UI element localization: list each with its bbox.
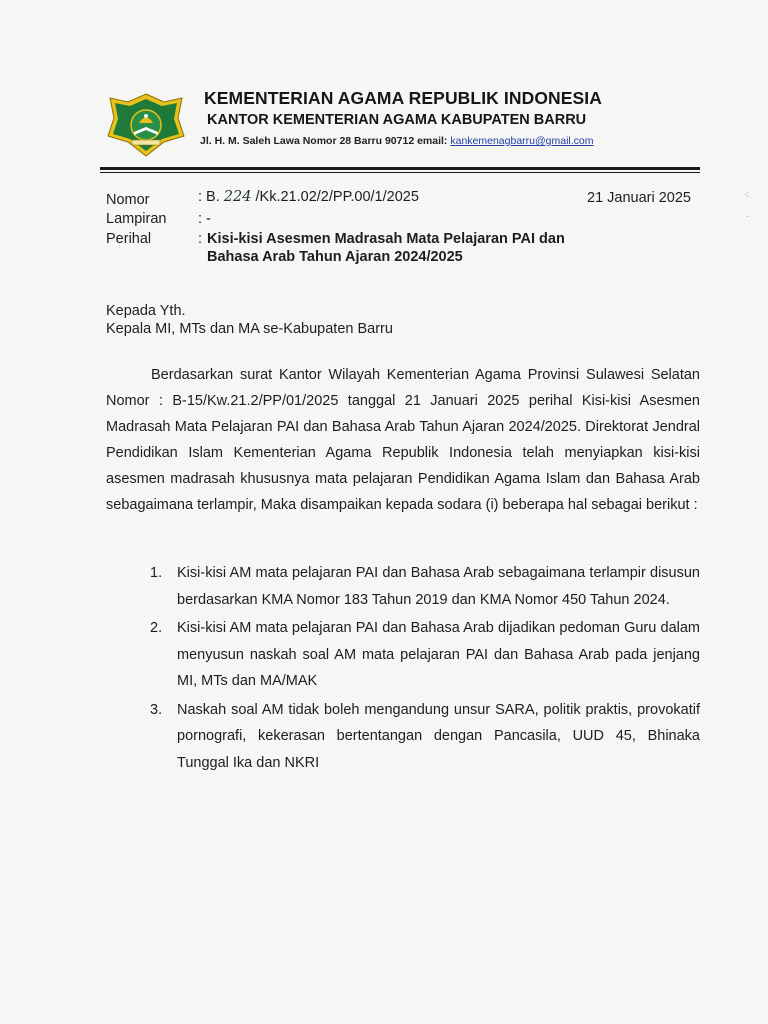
- letterhead-rule-thick: [100, 167, 700, 170]
- list-item: [150, 615, 700, 695]
- address-text: Jl. H. M. Saleh Lawa Nomor 28 Barru 90712 email:: [200, 135, 448, 147]
- list-item-number: 3.: [150, 701, 163, 718]
- lampiran-label: Lampiran: [106, 211, 167, 227]
- list-item-text: Kisi-kisi AM mata pelajaran PAI dan Bahasa Arab dijadikan pedoman Guru dalam menyusun naskah soal AM mata pelajaran PAI dan Bahasa Arab pada jenjang MI, MTs dan MA/MAK: [177, 620, 700, 689]
- nomor-label: Nomor: [106, 192, 150, 208]
- nomor-prefix: : B.: [198, 189, 220, 205]
- nomor-rest: /Kk.21.02/2/PP.00/1/2025: [255, 189, 419, 205]
- kemenag-emblem-icon: [106, 92, 186, 158]
- scan-mark: ·: [746, 212, 749, 221]
- perihal-line-2: Bahasa Arab Tahun Ajaran 2024/2025: [207, 249, 463, 265]
- points-list: [150, 560, 700, 778]
- letterhead-title: KEMENTERIAN AGAMA REPUBLIK INDONESIA: [204, 88, 603, 108]
- perihal-colon: :: [198, 231, 203, 247]
- email-link[interactable]: kankemenagbarru@gmail.com: [450, 135, 594, 147]
- letterhead-rule-thin: [100, 172, 700, 173]
- nomor-handwritten: 224: [223, 189, 252, 205]
- list-item-text: Naskah soal AM tidak boleh mengandung unsur SARA, politik praktis, provokatif pornografi, kekerasan bertentangan dengan Pancasila, UUD 45, Bhinaka Tunggal Ika dan NKRI: [177, 701, 700, 771]
- letter-date: 21 Januari 2025: [587, 190, 691, 206]
- addressee-name: Kepala MI, MTs dan MA se-Kabupaten Barru: [106, 321, 393, 337]
- list-item: [150, 560, 700, 613]
- scan-mark: ·:: [744, 190, 749, 199]
- body-paragraph-text: Berdasarkan surat Kantor Wilayah Kementerian Agama Provinsi Sulawesi Selatan Nomor : B-15/Kw.21.2/PP/01/2025 tanggal 21 Januari 2025 perihal Kisi-kisi Asesmen Madrasah Mata Pelajaran PAI dan Bahasa Arab Tahun Ajaran 2024/2025. Direktorat Jendral Pendidikan Islam Kementerian Agama Republik Indonesia telah menyiapkan kisi-kisi asesmen madrasah khususnya mata pelajaran Pendidikan Agama Islam dan Bahasa Arab sebagaimana terlampir, Maka disampaikan kepada sodara (i) beberapa hal sebagai berikut :: [106, 367, 700, 513]
- perihal-label: Perihal: [106, 231, 152, 247]
- lampiran-value: : -: [198, 211, 211, 227]
- list-item: [150, 697, 700, 777]
- addressee-salutation: Kepada Yth.: [106, 303, 186, 319]
- perihal-line-1: Kisi-kisi Asesmen Madrasah Mata Pelajaran PAI dan: [207, 231, 565, 247]
- nomor-value: [198, 189, 419, 205]
- letterhead-address: [200, 135, 594, 147]
- list-item-number: 1.: [150, 565, 163, 581]
- body-paragraph: [106, 362, 700, 518]
- list-item-text: Kisi-kisi AM mata pelajaran PAI dan Bahasa Arab sebagaimana terlampir disusun berdasarkan KMA Nomor 183 Tahun 2019 dan KMA Nomor 450 Tahun 2024.: [177, 565, 700, 608]
- list-item-number: 2.: [150, 620, 163, 636]
- letterhead-subtitle: KANTOR KEMENTERIAN AGAMA KABUPATEN BARRU: [207, 112, 587, 128]
